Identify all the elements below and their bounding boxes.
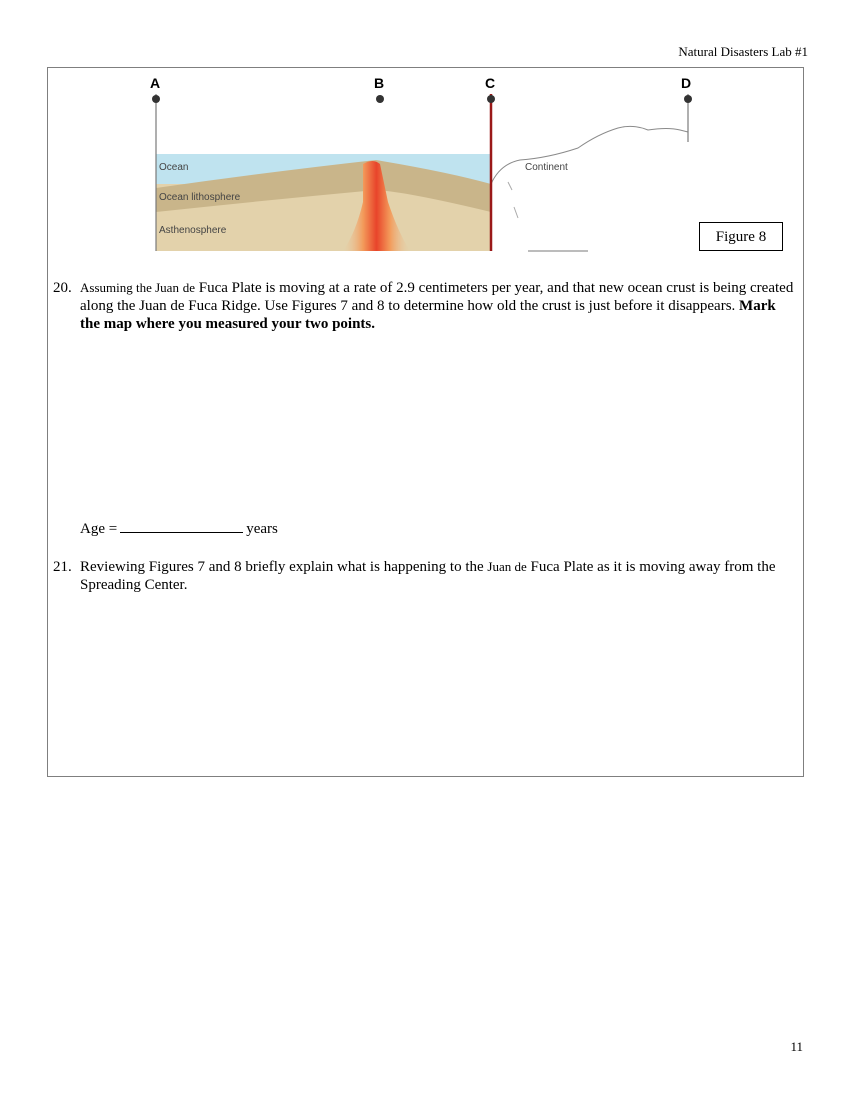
question-20-number: 20.	[53, 280, 72, 296]
question-20	[53, 279, 798, 333]
point-b-dot	[376, 95, 384, 103]
header-title: Natural Disasters Lab #1	[678, 44, 808, 59]
continent-marks	[508, 182, 518, 218]
question-21-text: Reviewing Figures 7 and 8 briefly explain what is happening to the Juan de Fuca Plate as it is moving away from the Spreading Center.	[80, 559, 776, 593]
point-a-label: A	[150, 75, 161, 91]
age-answer	[80, 519, 278, 538]
point-d-dot	[684, 95, 692, 103]
continent-label: Continent	[525, 162, 568, 173]
content-box	[47, 67, 804, 777]
figure-8	[148, 72, 767, 257]
point-c-label: C	[485, 75, 496, 91]
point-c-dot	[487, 95, 495, 103]
cross-section-diagram	[148, 72, 693, 257]
question-20-instruction: Mark the map where you measured your two points.	[80, 298, 776, 332]
asthenosphere-label: Asthenosphere	[159, 225, 227, 236]
figure-caption: Figure 8	[699, 222, 783, 251]
point-b-label: B	[374, 75, 385, 91]
page-number: 11	[790, 1039, 803, 1054]
age-input-line[interactable]	[120, 519, 243, 533]
question-20-text: Assuming the Juan de Fuca Plate is moving at a rate of 2.9 centimeters per year, and that new ocean crust is being created along the Juan de Fuca Ridge. Use Figures 7 and 8 to determine how old the crust is just before it disappears. Mark the map where you measured your two points.	[80, 280, 794, 332]
continent-outline	[491, 126, 688, 184]
lithosphere-label: Ocean lithosphere	[159, 192, 241, 203]
ocean-label: Ocean	[159, 162, 189, 173]
question-21	[53, 558, 798, 594]
point-d-label: D	[681, 75, 692, 91]
question-21-number: 21.	[53, 559, 72, 575]
age-unit: years	[246, 521, 278, 537]
point-a-dot	[152, 95, 160, 103]
age-label: Age =	[80, 521, 118, 537]
